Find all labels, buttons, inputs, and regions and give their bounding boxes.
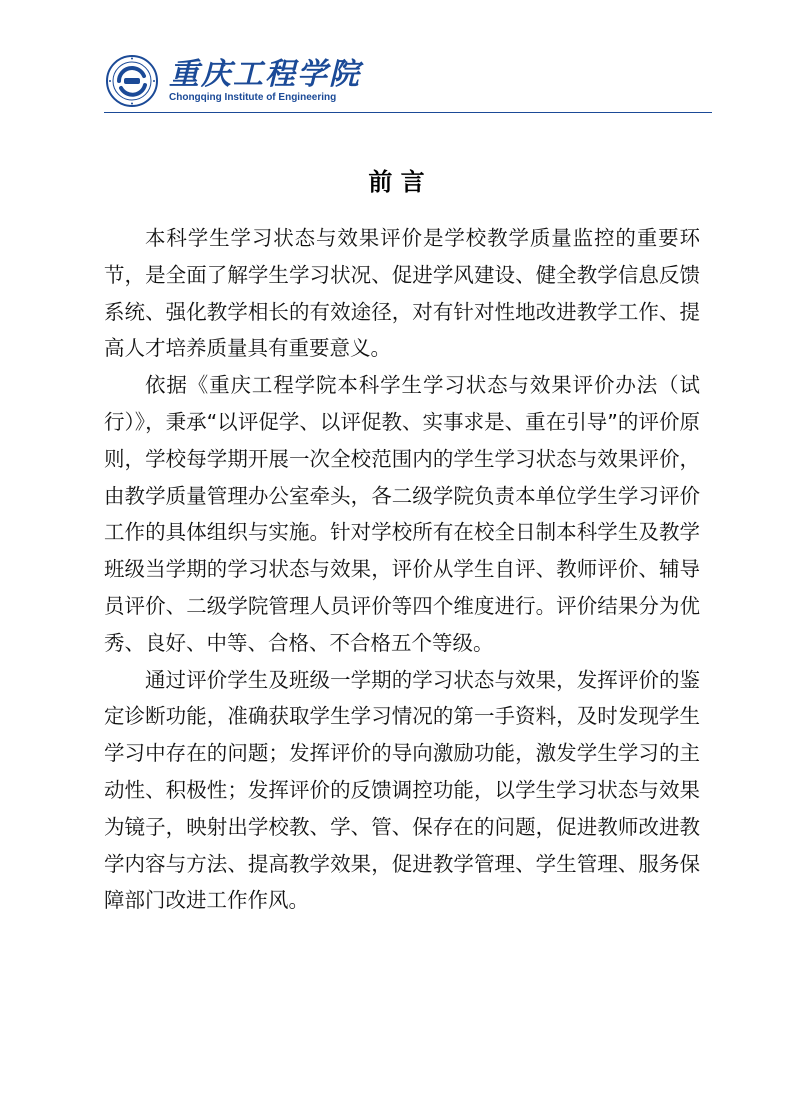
header-divider [104,112,712,113]
document-body [104,220,700,919]
school-logo-icon [106,55,158,107]
page-title: 前 言 [368,168,425,196]
paragraph-3: 通过评价学生及班级一学期的学习状态与效果，发挥评价的鉴定诊断功能，准确获取学生学习情况的第一手资料，及时发现学生学习中存在的问题；发挥评价的导向激励功能，激发学生学习的主动性、积极性；发挥评价的反馈调控功能，以学生学习状态与效果为镜子，映射出学校教、学、管、保存在的问题，促进教师改进教学内容与方法、提高教学效果，促进教学管理、学生管理、服务保障部门改进工作作风。 [104,667,700,913]
paragraph-1: 本科学生学习状态与效果评价是学校教学质量监控的重要环节，是全面了解学生学习状况、促进学风建设、健全教学信息反馈系统、强化教学相长的有效途径，对有针对性地改进教学工作、提高人才培养质量具有重要意义。 [104,226,700,361]
page-header [103,52,713,114]
paragraph-2: 依据《重庆工程学院本科学生学习状态与效果评价办法（试行）》，秉承“以评促学、以评促教、实事求是、重在引导”的评价原则，学校每学期开展一次全校范围内的学生学习状态与效果评价，由教学质量管理办公室牵头，各二级学院负责本单位学生学习评价工作的具体组织与实施。针对学校所有在校全日制本科学生及教学班级当学期的学习状态与效果，评价从学生自评、教师评价、辅导员评价、二级学院管理人员评价等四个维度进行。评价结果分为优秀、良好、中等、合格、不合格五个等级。 [104,373,700,655]
school-name-english: Chongqing Institute of Engineering [169,92,337,103]
school-name-chinese: 重庆工程学院 [169,57,361,92]
